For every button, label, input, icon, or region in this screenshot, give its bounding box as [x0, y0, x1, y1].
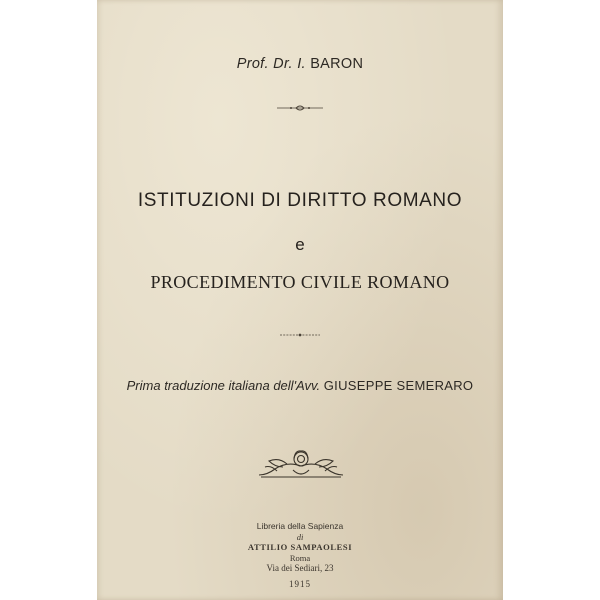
author-line: [97, 56, 503, 72]
floral-vignette: [257, 445, 345, 481]
publisher-line2: di: [296, 532, 304, 542]
publisher-city: Roma: [289, 553, 311, 563]
publisher-line1: Libreria della Sapienza: [256, 521, 344, 531]
publisher-address: Via dei Sediari, 23: [266, 563, 334, 573]
divider-ornament-middle: [280, 332, 320, 338]
book-title-line2: PROCEDIMENTO CIVILE ROMANO: [150, 272, 450, 292]
publisher-name: ATTILIO SAMPAOLESI: [247, 542, 353, 552]
title-conjunction: e: [295, 235, 305, 254]
publication-year: 1915: [289, 579, 311, 589]
author-prefix: Prof. Dr. I.: [236, 56, 306, 72]
divider-ornament-top: [277, 104, 323, 112]
author-name: BARON: [310, 56, 364, 72]
translation-prefix: Prima traduzione italiana dell'Avv.: [126, 378, 321, 393]
book-title-line1: ISTITUZIONI DI DIRITTO ROMANO: [137, 190, 463, 211]
translation-line: [97, 378, 503, 393]
translator-name: GIUSEPPE SEMERARO: [323, 378, 474, 393]
title-page: [97, 0, 503, 600]
